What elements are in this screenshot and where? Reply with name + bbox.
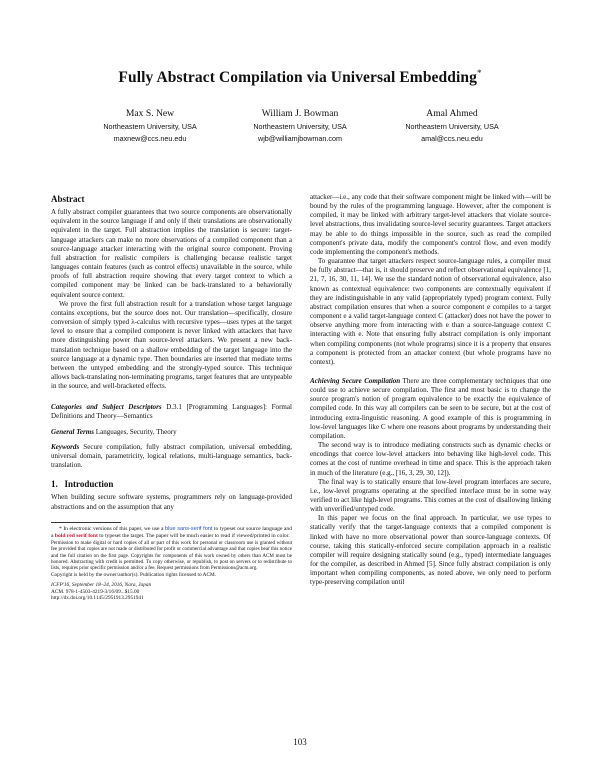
author-email[interactable]: amal@ccs.neu.edu xyxy=(421,134,483,143)
right-paragraph-3: There are three complementary techniques that one could use to achieve secure compilation. The first and most basic is to change the source program's notion of program equivalence to be exactly the equivalence of compiled code. In this way all compilers can be seen to be secure, but at the cost of introducing extra-linguistic reasoning. A good example of this is programming in low-level languages like C where one reasons about programs by understanding their compilation. xyxy=(310,376,551,440)
abstract-heading: Abstract xyxy=(51,194,85,204)
conference-line-1: ICFP'16, September 18–24, 2016, Nara, Japan xyxy=(51,582,152,589)
doi-link[interactable]: http://dx.doi.org/10.1145/2951913.2951941 xyxy=(51,595,144,602)
title-text: Fully Abstract Compilation via Universal Embedding xyxy=(118,69,477,87)
paper-title xyxy=(0,68,600,87)
keywords-block xyxy=(51,443,292,470)
intro-heading xyxy=(51,480,292,489)
footnote-text-b: to typeset our source language and a xyxy=(51,525,293,539)
footnote-blue-sample: blue sans-serif font xyxy=(165,525,213,532)
author-3 xyxy=(357,108,547,146)
intro-number: 1. xyxy=(51,479,58,490)
footnote-text-a: In electronic versions of this paper, we use a xyxy=(63,525,164,532)
copyright-notice: Copyright is held by the owner/author(s). Publication rights licensed to ACM. xyxy=(51,571,217,578)
general-terms-text: Languages, Security, Theory xyxy=(95,427,177,436)
right-paragraph-4: The second way is to introduce mediating constructs such as dynamic checks or encodings that coerce low-level attackers into behaving like high-level code. This comes at the cost of runtime overhead in time and space. This is the approach taken in much of the literature (e.g., [16, 3, 29, 30, 12]). xyxy=(310,441,551,477)
author-affiliation: Northeastern University, USA xyxy=(253,121,347,131)
footnote-red-sample: bold red serif font xyxy=(54,532,98,539)
general-terms-block xyxy=(51,428,292,437)
footnote-rule xyxy=(51,522,121,523)
left-column xyxy=(51,193,292,602)
author-name: William J. Bowman xyxy=(261,108,339,119)
page-number: 103 xyxy=(293,737,307,747)
author-email[interactable]: maxnew@ccs.neu.edu xyxy=(113,134,187,143)
author-name: Amal Ahmed xyxy=(426,108,478,119)
right-paragraph-5: The final way is to statically ensure that low-level program interfaces are secure, i.e., low-level programs operating at the specified interface must be in some way verified to act like high-level programs. This comes at the cost of disallowing linking with unverified/untyped code. xyxy=(310,477,551,514)
intro-title: Introduction xyxy=(64,479,114,490)
footnote-text-c: to typeset the target. The paper will be much easier to read if viewed/printed in color. xyxy=(99,532,290,539)
achieving-block xyxy=(310,377,551,441)
title-footnote-mark: * xyxy=(476,68,482,78)
categories-label: Categories and Subject Descriptors xyxy=(51,403,162,412)
author-name: Max S. New xyxy=(125,108,175,119)
conference-info xyxy=(51,582,292,602)
right-paragraph-1: attacker—i.e., any code that their software component might be linked with—will be bound by the rules of the programming language. However, after the component is compiled, it may be linked with arbitrary target-level attackers that violate source-level abstractions, thus invalidating source-level security guarantees. Target attackers may be able to do things impossible in the source, such as read the compiled component's private data, modify the component's control flow, and even modify code implementing the component's methods. xyxy=(310,193,551,256)
intro-paragraph-1: When building secure software systems, programmers rely on language-provided abstractions and on the assumption that any xyxy=(51,493,292,511)
permission-notice: Permission to make digital or hard copies of all or part of this work for personal or classroom use is granted without fee provided that copies are not made or distributed for profit or commercial advantage and that copies bear this notice and the full citation on the first page. Copyrights for components of this work owned by others than ACM must be honored. Abstracting with credit is permitted. To copy otherwise, or republish, to post on servers or to redistribute to lists, requires prior specific permission and/or a fee. Request permissions from Permissions@acm.org. xyxy=(51,540,292,572)
conference-line-2: ACM. 978-1-4503-4219-3/16/09...$15.00 xyxy=(51,588,140,595)
keywords-label: Keywords xyxy=(51,442,80,451)
author-affiliation: Northeastern University, USA xyxy=(103,121,197,131)
abstract-paragraph-1: A fully abstract compiler guarantees that two source components are observationally equivalent in the source language if and only if their translations are observationally equivalent in the target. Full abstraction implies the translation is secure: target-language attackers can make no more observations of a compiled component than a source-language attacker interacting with the original source component. Proving full abstraction for realistic compilers is challenging because realistic target languages contain features (such as control effects) unavailable in the source, while proofs of full abstraction require showing that every target context to which a compiled component may be linked can be back-translated to a behaviorally equivalent source context. xyxy=(51,208,292,299)
right-paragraph-2: To guarantee that target attackers respect source-language rules, a compiler must be fully abstract—that is, it should preserve and reflect observational equivalence [1, 21, 7, 16, 30, 11, 14]. We use the standard notion of observational equivalence, also known as contextual equivalence: two components are contextually equivalent if they are indistinguishable in any valid (appropriately typed) program context. Fully abstract compilation ensures that when a source component e compiles to a target component e a valid target-language context C (attacker) does not have the power to observe anything more from interacting with e than a source-language context C interacting with e. Note that ensuring fully abstract compilation is only important when compiling components (not whole programs) since it is a property that ensures a component is protected from an attacker context (but whole programs have no context). xyxy=(310,257,551,366)
right-paragraph-6: In this paper we focus on the final approach. In particular, we use types to statically verify that the target-language contexts that a compiled component is linked with have no more observational power than source-language contexts. Of course, taking this statically-enforced secure compilation approach in a realistic compiler will require designing statically sound (e.g., typed) intermediate languages for the compiler, as described in Ahmed [5]. Since fully abstract compilation is only important when compiling components, as noted above, we only need to perform type-preserving compilation until xyxy=(310,514,551,587)
categories-block xyxy=(51,403,292,421)
categories-text: D.3.1 [Programming Languages]: Formal Definitions and Theory—Semantics xyxy=(51,403,292,421)
author-email[interactable]: wjb@williamjbowman.com xyxy=(258,134,342,143)
general-terms-label: General Terms xyxy=(51,427,95,436)
achieving-label: Achieving Secure Compilation xyxy=(310,376,401,385)
right-column xyxy=(310,193,551,588)
abstract-paragraph-2: We prove the first full abstraction result for a translation whose target language contains exceptions, but the source does not. Our translation—specifically, closure conversion of simply typed λ-calculus with recursive types—uses types at the target level to ensure that a compiled component is never linked with attackers that have more distinguishing power than source-level attackers. We present a new back-translation technique based on a shallow embedding of the target language into the source language at a dynamic type. Then boundaries are inserted that mediate terms between the untyped embedding and the strongly-typed source. This technique allows back-translating non-terminating programs, target features that are untypeable in the source, and well-bracketed effects. xyxy=(51,299,292,391)
title-footnote xyxy=(51,526,292,540)
keywords-text: Secure compilation, fully abstract compilation, universal embedding, universal domain, parametricity, logical relations, multi-language semantics, back-translation. xyxy=(51,442,292,470)
footnote-mark: * xyxy=(59,525,62,532)
author-affiliation: Northeastern University, USA xyxy=(405,121,499,131)
